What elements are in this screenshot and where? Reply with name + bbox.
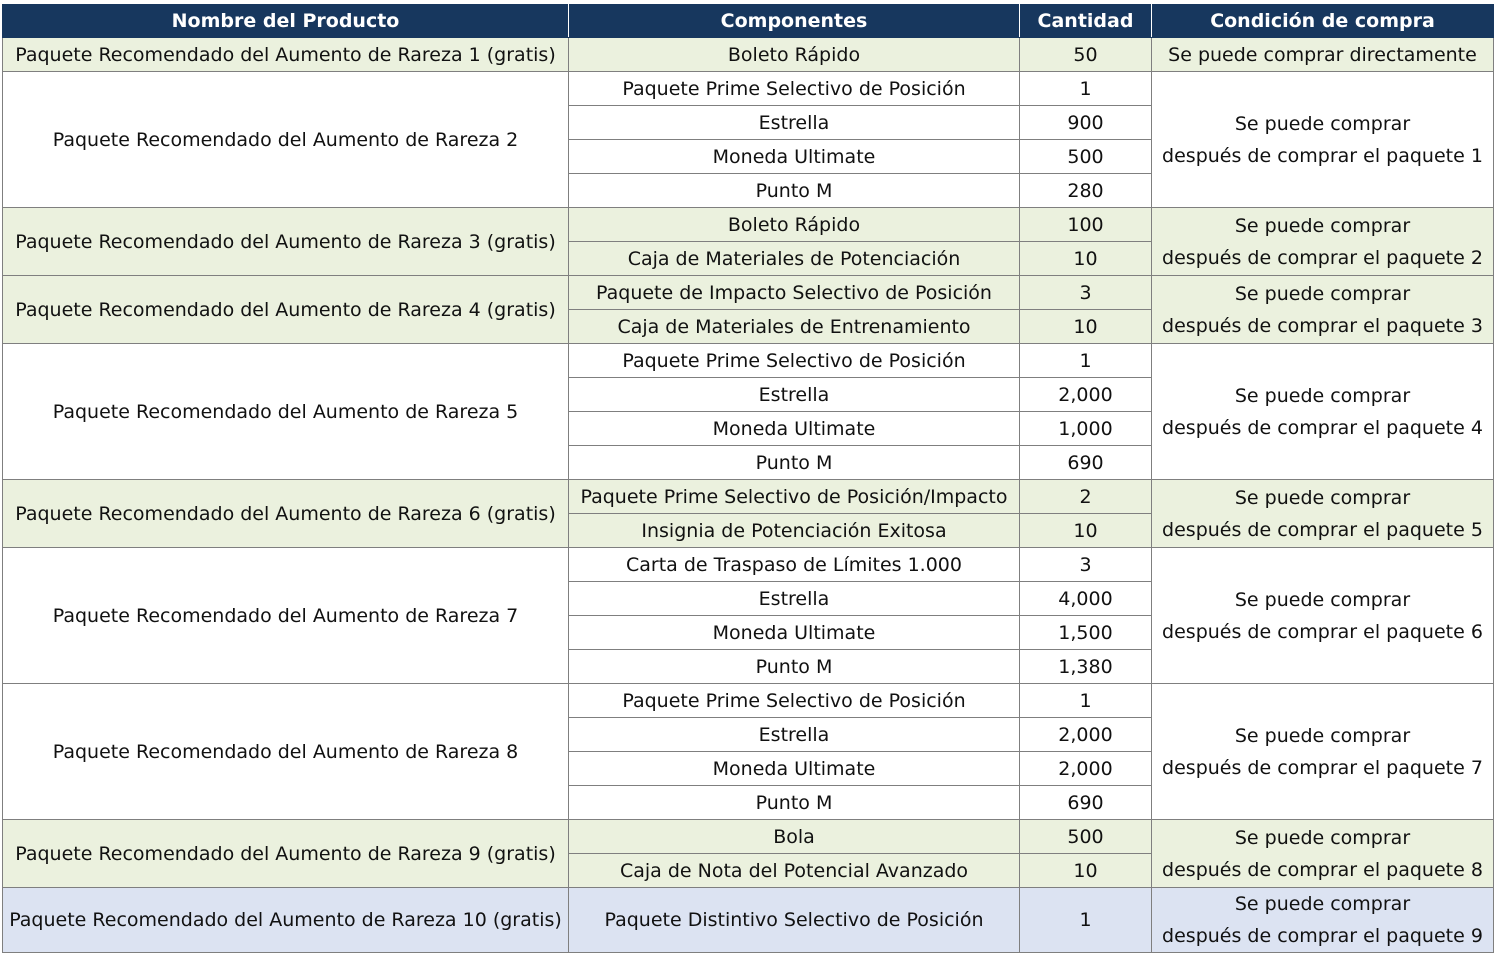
component-cell: Carta de Traspaso de Límites 1.000 (569, 548, 1020, 582)
product-table (2, 4, 1494, 953)
component-cell: Punto M (569, 446, 1020, 480)
purchase-condition-line: Se puede comprar (1234, 588, 1411, 611)
product-name-cell: Paquete Recomendado del Aumento de Rareza 5 (3, 344, 569, 480)
table-body (3, 38, 1494, 953)
quantity-cell: 500 (1020, 140, 1152, 174)
component-cell: Moneda Ultimate (569, 412, 1020, 446)
purchase-condition-line: Se puede comprar (1234, 214, 1411, 237)
table-row (3, 820, 1494, 854)
component-cell: Caja de Materiales de Entrenamiento (569, 310, 1020, 344)
quantity-cell: 900 (1020, 106, 1152, 140)
component-cell: Boleto Rápido (569, 208, 1020, 242)
table-row (3, 684, 1494, 718)
purchase-condition-line: Se puede comprar (1234, 893, 1411, 915)
quantity-cell: 100 (1020, 208, 1152, 242)
purchase-condition-cell (1152, 344, 1494, 480)
purchase-condition-cell (1152, 888, 1494, 953)
table-row (3, 344, 1494, 378)
table-row (3, 208, 1494, 242)
header-row (3, 5, 1494, 38)
header-product: Nombre del Producto (3, 5, 569, 38)
component-cell: Paquete Prime Selectivo de Posición (569, 684, 1020, 718)
purchase-condition-line: Se puede comprar directamente (1168, 43, 1477, 66)
quantity-cell: 2 (1020, 480, 1152, 514)
purchase-condition-line: Se puede comprar (1234, 486, 1411, 509)
component-cell: Moneda Ultimate (569, 752, 1020, 786)
product-name-cell: Paquete Recomendado del Aumento de Rareza 8 (3, 684, 569, 820)
table-row (3, 480, 1494, 514)
purchase-condition-line: después de comprar el paquete 8 (1162, 858, 1483, 881)
component-cell: Punto M (569, 786, 1020, 820)
component-cell: Estrella (569, 582, 1020, 616)
quantity-cell: 1,380 (1020, 650, 1152, 684)
purchase-condition-line: después de comprar el paquete 3 (1162, 314, 1483, 337)
component-cell: Paquete Prime Selectivo de Posición/Impacto (569, 480, 1020, 514)
purchase-condition-line: después de comprar el paquete 2 (1162, 246, 1483, 269)
header-condition: Condición de compra (1152, 5, 1494, 38)
component-cell: Paquete Distintivo Selectivo de Posición (569, 888, 1020, 953)
component-cell: Moneda Ultimate (569, 616, 1020, 650)
purchase-condition-cell (1152, 548, 1494, 684)
quantity-cell: 3 (1020, 548, 1152, 582)
quantity-cell: 1 (1020, 684, 1152, 718)
quantity-cell: 690 (1020, 446, 1152, 480)
quantity-cell: 1 (1020, 72, 1152, 106)
quantity-cell: 500 (1020, 820, 1152, 854)
quantity-cell: 10 (1020, 514, 1152, 548)
purchase-condition-cell (1152, 208, 1494, 276)
purchase-condition-cell (1152, 38, 1494, 72)
product-name-cell: Paquete Recomendado del Aumento de Rareza 9 (gratis) (3, 820, 569, 888)
purchase-condition-line: después de comprar el paquete 7 (1162, 756, 1483, 779)
purchase-condition-line: después de comprar el paquete 9 (1162, 925, 1483, 947)
quantity-cell: 1 (1020, 888, 1152, 953)
purchase-condition-cell (1152, 684, 1494, 820)
purchase-condition-line: después de comprar el paquete 5 (1162, 518, 1483, 541)
header-quantity: Cantidad (1020, 5, 1152, 38)
purchase-condition-line: Se puede comprar (1234, 282, 1411, 305)
component-cell: Punto M (569, 174, 1020, 208)
quantity-cell: 3 (1020, 276, 1152, 310)
component-cell: Paquete Prime Selectivo de Posición (569, 344, 1020, 378)
product-name-cell: Paquete Recomendado del Aumento de Rareza 10 (gratis) (3, 888, 569, 953)
quantity-cell: 1,500 (1020, 616, 1152, 650)
product-name-cell: Paquete Recomendado del Aumento de Rareza 7 (3, 548, 569, 684)
purchase-condition-cell (1152, 480, 1494, 548)
purchase-condition-line: después de comprar el paquete 6 (1162, 620, 1483, 643)
component-cell: Punto M (569, 650, 1020, 684)
table-row (3, 276, 1494, 310)
table-row (3, 38, 1494, 72)
component-cell: Bola (569, 820, 1020, 854)
quantity-cell: 10 (1020, 854, 1152, 888)
quantity-cell: 1 (1020, 344, 1152, 378)
product-name-cell: Paquete Recomendado del Aumento de Rareza 1 (gratis) (3, 38, 569, 72)
product-name-cell: Paquete Recomendado del Aumento de Rareza 6 (gratis) (3, 480, 569, 548)
purchase-condition-line: después de comprar el paquete 1 (1162, 144, 1483, 167)
component-cell: Moneda Ultimate (569, 140, 1020, 174)
purchase-condition-cell (1152, 72, 1494, 208)
component-cell: Estrella (569, 106, 1020, 140)
component-cell: Paquete de Impacto Selectivo de Posición (569, 276, 1020, 310)
component-cell: Boleto Rápido (569, 38, 1020, 72)
purchase-condition-line: Se puede comprar (1234, 826, 1411, 849)
component-cell: Paquete Prime Selectivo de Posición (569, 72, 1020, 106)
quantity-cell: 690 (1020, 786, 1152, 820)
table-row (3, 72, 1494, 106)
component-cell: Caja de Nota del Potencial Avanzado (569, 854, 1020, 888)
header-components: Componentes (569, 5, 1020, 38)
product-name-cell: Paquete Recomendado del Aumento de Rareza 3 (gratis) (3, 208, 569, 276)
purchase-condition-cell (1152, 276, 1494, 344)
component-cell: Estrella (569, 378, 1020, 412)
component-cell: Caja de Materiales de Potenciación (569, 242, 1020, 276)
quantity-cell: 4,000 (1020, 582, 1152, 616)
component-cell: Estrella (569, 718, 1020, 752)
quantity-cell: 10 (1020, 242, 1152, 276)
table-row (3, 548, 1494, 582)
purchase-condition-cell (1152, 820, 1494, 888)
product-name-cell: Paquete Recomendado del Aumento de Rareza 2 (3, 72, 569, 208)
quantity-cell: 50 (1020, 38, 1152, 72)
purchase-condition-line: después de comprar el paquete 4 (1162, 416, 1483, 439)
quantity-cell: 2,000 (1020, 718, 1152, 752)
product-name-cell: Paquete Recomendado del Aumento de Rareza 4 (gratis) (3, 276, 569, 344)
quantity-cell: 2,000 (1020, 752, 1152, 786)
purchase-condition-line: Se puede comprar (1234, 724, 1411, 747)
component-cell: Insignia de Potenciación Exitosa (569, 514, 1020, 548)
quantity-cell: 280 (1020, 174, 1152, 208)
purchase-condition-line: Se puede comprar (1234, 384, 1411, 407)
table-row (3, 888, 1494, 953)
quantity-cell: 1,000 (1020, 412, 1152, 446)
quantity-cell: 10 (1020, 310, 1152, 344)
quantity-cell: 2,000 (1020, 378, 1152, 412)
purchase-condition-line: Se puede comprar (1234, 112, 1411, 135)
